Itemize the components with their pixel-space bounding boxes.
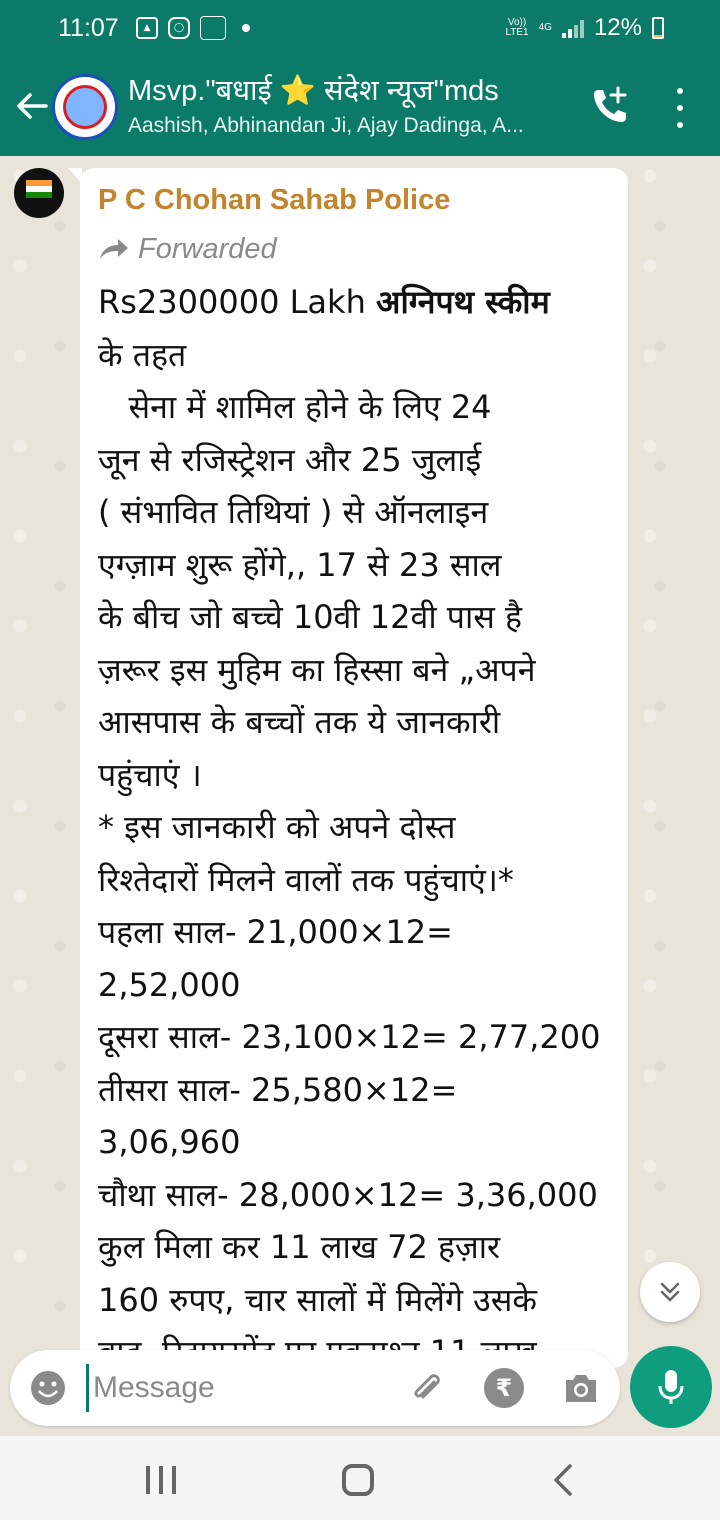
news-app-icon [200,16,226,40]
paperclip-icon [406,1368,446,1408]
group-avatar[interactable] [52,74,118,140]
arrow-left-icon [12,86,52,126]
scheme-name: अग्निपथ स्कीम [376,283,550,321]
camera-button[interactable] [560,1368,602,1408]
camera-icon [560,1368,602,1408]
recent-apps-button[interactable] [146,1466,176,1494]
status-bar [0,0,720,60]
forwarded-label: Forwarded [98,226,610,272]
more-notifications-icon [242,24,250,32]
system-back-button[interactable] [548,1462,578,1498]
battery-icon [652,17,664,39]
group-title[interactable]: Msvp."बधाई ⭐ संदेश न्यूज"mds [128,75,499,107]
scroll-to-bottom-button[interactable] [640,1262,700,1322]
back-button[interactable] [12,86,52,126]
payment-button[interactable]: ₹ [484,1368,524,1408]
india-flag-icon [26,180,52,198]
double-chevron-down-icon [657,1279,683,1305]
voice-message-button[interactable] [630,1346,712,1428]
attach-button[interactable] [406,1368,446,1408]
message-text: Rs2300000 Lakh अग्निपथ स्कीम के तहत सेना में शामिल होने के लिए 24 जून से रजिस्ट्रेशन और 25 जुलाई ( संभावित तिथियां ) से ऑनलाइन एग्ज़ाम शुरू होंगे,, 17 से 23 साल के बीच जो बच्चे 10वी 12वी पास है ज़रूर इस मुहिम का हिस्सा बने „अपने आसपास के बच्चों तक ये जानकारी पहुंचाएं । * इस जानकारी को अपने दोस्त रिश्तेदारों मिलने वालों तक पहुंचाएं।* पहला साल- 21,000×12= 2,52,000 दूसरा साल- 23,100×12= 2,77,200 तीसरा साल- 25,580×12= 3,06,960 चौथा साल- 28,000×12= 3,36,000 कुल मिला कर 11 लाख 72 हज़ार 160 रुपए, चार सालों में मिलेंगे उसके [98,283,601,1319]
network-type: 4G [538,22,552,33]
chat-header [0,60,720,156]
signal-icon [562,18,584,38]
message-input[interactable] [86,1364,386,1412]
battery-percent: 12% [593,14,642,41]
gallery-icon: ▲ [136,17,158,39]
sender-name[interactable]: P C Chohan Sahab Police [98,184,451,216]
more-options-button[interactable] [668,88,692,128]
emoji-icon [28,1368,68,1408]
home-button[interactable] [342,1464,374,1496]
chat-area[interactable] [0,156,720,1340]
sender-avatar[interactable] [14,168,64,218]
forward-icon [98,237,130,261]
system-nav-bar [0,1436,720,1520]
add-call-button[interactable] [588,82,634,128]
volte-indicator: Vo)) LTE1 [505,17,529,38]
emoji-button[interactable] [28,1368,68,1408]
message-bubble[interactable] [80,168,628,1368]
microphone-icon [653,1367,689,1407]
chevron-left-icon [548,1462,578,1498]
status-time: 11:07 [58,14,119,42]
group-members[interactable]: Aashish, Abhinandan Ji, Ajay Dadinga, A... [128,114,524,137]
notification-icons [136,16,250,40]
instagram-icon: ◯ [168,17,190,39]
group-logo [63,85,107,129]
status-right [505,14,664,42]
message-composer [10,1350,620,1426]
phone-plus-icon [588,82,634,128]
